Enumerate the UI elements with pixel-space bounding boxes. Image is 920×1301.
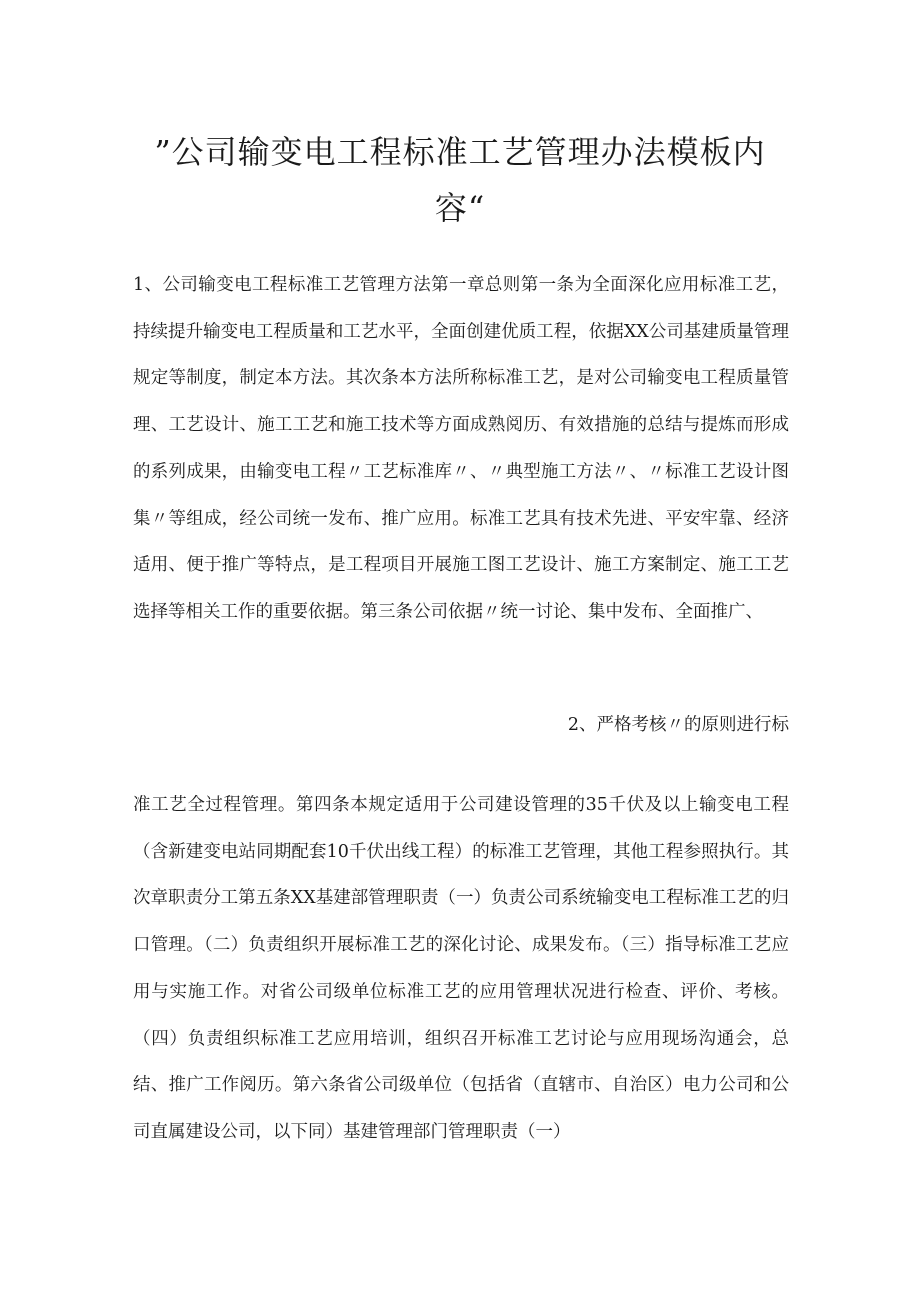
document-title-line-1: ”公司输变电工程标准工艺管理办法模板内 xyxy=(154,133,766,171)
document-title-line-2: 容“ xyxy=(434,189,486,227)
body-paragraph-2: 2、严格考核〃的原则进行标 xyxy=(567,715,789,735)
body-paragraph-1: 1、公司输变电工程标准工艺管理方法第一章总则第一条为全面深化应用标准工艺，持续提升输变电工程质量和工艺水平，全面创建优质工程，依据XX公司基建质量管理规定等制度，制定本方法。其次条本方法所称标准工艺，是对公司输变电工程质量管理、工艺设计、施工工艺和施工技术等方面成熟阅历、有效措施的总结与提炼而形成的系列成果，由输变电工程〃工艺标准库〃、〃典型施工方法〃、〃标准工艺设计图集〃等组成，经公司统一发布、推广应用。标准工艺具有技术先进、平安牢靠、经济适用、便于推广等特点，是工程项目开展施工图工艺设计、施工方案制定、施工工艺选择等相关工作的重要依据。第三条公司依据〃统一讨论、集中发布、全面推广、 xyxy=(133,275,789,622)
body-paragraph-3: 准工艺全过程管理。第四条本规定适用于公司建设管理的35千伏及以上输变电工程（含新建变电站同期配套10千伏出线工程）的标准工艺管理，其他工程参照执行。其次章职责分工第五条XX基建部管理职责（一）负责公司系统输变电工程标准工艺的归口管理。（二）负责组织开展标准工艺的深化讨论、成果发布。（三）指导标准工艺应用与实施工作。对省公司级单位标准工艺的应用管理状况进行检查、评价、考核。（四）负责组织标准工艺应用培训，组织召开标准工艺讨论与应用现场沟通会，总结、推广工作阅历。第六条省公司级单位（包括省（直辖市、自治区）电力公司和公司直属建设公司，以下同）基建管理部门管理职责（一） xyxy=(133,795,789,1142)
